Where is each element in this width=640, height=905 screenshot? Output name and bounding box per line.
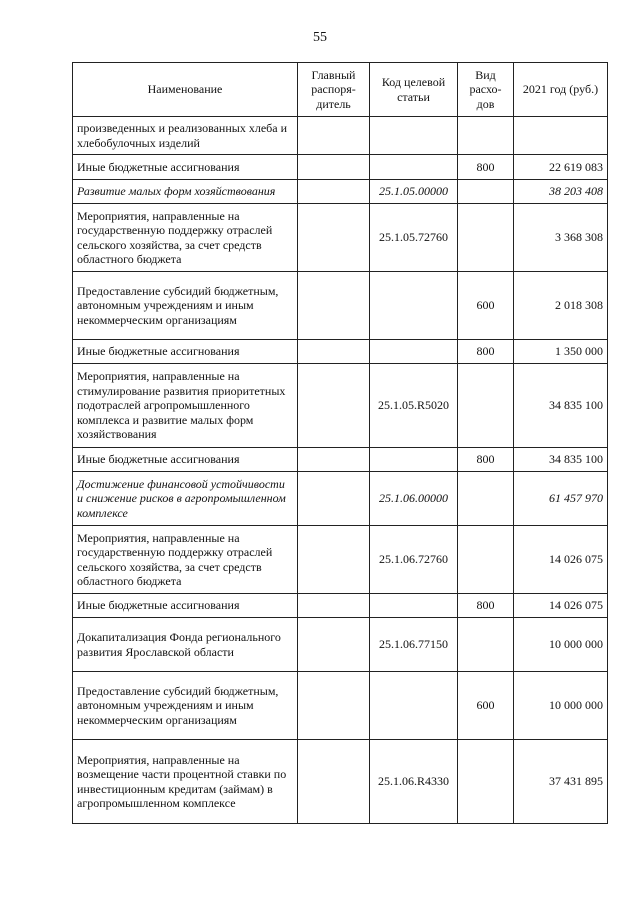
row-amount: 38 203 408	[514, 180, 608, 204]
table-row	[73, 526, 608, 594]
row-admin	[298, 272, 370, 340]
table-header-row	[73, 63, 608, 117]
table-row	[73, 672, 608, 740]
table-row	[73, 740, 608, 824]
row-kind	[458, 117, 514, 155]
table-row	[73, 618, 608, 672]
header-year: 2021 год (руб.)	[514, 63, 608, 117]
row-code	[370, 672, 458, 740]
row-admin	[298, 672, 370, 740]
row-amount: 14 026 075	[514, 526, 608, 594]
header-name: Наименование	[73, 63, 298, 117]
row-admin	[298, 594, 370, 618]
row-code: 25.1.05.R5020	[370, 364, 458, 448]
row-name: Достижение финансовой устойчивости и снижение рисков в агропромышленном комплексе	[73, 472, 298, 526]
row-kind	[458, 526, 514, 594]
row-admin	[298, 204, 370, 272]
table-row	[73, 340, 608, 364]
row-admin	[298, 180, 370, 204]
row-kind	[458, 472, 514, 526]
row-amount: 34 835 100	[514, 364, 608, 448]
row-name: Предоставление субсидий бюджетным, автономным учреждениям и иным некоммерческим организациям	[73, 672, 298, 740]
row-code: 25.1.05.72760	[370, 204, 458, 272]
budget-table	[72, 62, 608, 824]
row-name: Мероприятия, направленные на государственную поддержку отраслей сельского хозяйства, за счет средств областного бюджета	[73, 526, 298, 594]
row-name: Развитие малых форм хозяйствования	[73, 180, 298, 204]
header-kind: Вид расхо-дов	[458, 63, 514, 117]
row-code	[370, 448, 458, 472]
row-name: Иные бюджетные ассигнования	[73, 594, 298, 618]
row-kind: 600	[458, 672, 514, 740]
row-admin	[298, 364, 370, 448]
row-admin	[298, 618, 370, 672]
row-code: 25.1.06.72760	[370, 526, 458, 594]
table-row	[73, 594, 608, 618]
row-admin	[298, 117, 370, 155]
row-amount: 3 368 308	[514, 204, 608, 272]
row-name: Предоставление субсидий бюджетным, автономным учреждениям и иным некоммерческим организациям	[73, 272, 298, 340]
row-amount: 22 619 083	[514, 155, 608, 180]
row-admin	[298, 472, 370, 526]
row-code	[370, 117, 458, 155]
row-kind: 800	[458, 155, 514, 180]
row-name: Иные бюджетные ассигнования	[73, 340, 298, 364]
row-kind: 800	[458, 448, 514, 472]
row-amount: 37 431 895	[514, 740, 608, 824]
row-name: Мероприятия, направленные на государственную поддержку отраслей сельского хозяйства, за счет средств областного бюджета	[73, 204, 298, 272]
row-code	[370, 340, 458, 364]
row-amount	[514, 117, 608, 155]
table-row	[73, 364, 608, 448]
row-kind: 800	[458, 594, 514, 618]
row-kind	[458, 180, 514, 204]
table-row	[73, 448, 608, 472]
row-kind	[458, 364, 514, 448]
row-amount: 10 000 000	[514, 618, 608, 672]
row-code: 25.1.05.00000	[370, 180, 458, 204]
table-row	[73, 204, 608, 272]
row-admin	[298, 155, 370, 180]
row-code: 25.1.06.77150	[370, 618, 458, 672]
row-kind: 600	[458, 272, 514, 340]
table-row	[73, 117, 608, 155]
row-admin	[298, 340, 370, 364]
row-code: 25.1.06.00000	[370, 472, 458, 526]
row-name: Мероприятия, направленные на возмещение части процентной ставки по инвестиционным кредитам (займам) в агропромышленном комплексе	[73, 740, 298, 824]
row-amount: 10 000 000	[514, 672, 608, 740]
row-kind	[458, 204, 514, 272]
row-name: Мероприятия, направленные на стимулирование развития приоритетных подотраслей агропромышленного комплекса и развитие малых форм хозяйствования	[73, 364, 298, 448]
table-row	[73, 155, 608, 180]
row-code	[370, 594, 458, 618]
row-amount: 14 026 075	[514, 594, 608, 618]
row-code	[370, 155, 458, 180]
row-admin	[298, 526, 370, 594]
row-amount: 2 018 308	[514, 272, 608, 340]
header-code: Код целевой статьи	[370, 63, 458, 117]
row-admin	[298, 740, 370, 824]
table-row	[73, 472, 608, 526]
row-kind: 800	[458, 340, 514, 364]
page-number: 55	[313, 30, 327, 45]
table-row	[73, 272, 608, 340]
row-kind	[458, 618, 514, 672]
row-name: Иные бюджетные ассигнования	[73, 155, 298, 180]
row-amount: 61 457 970	[514, 472, 608, 526]
row-amount: 1 350 000	[514, 340, 608, 364]
row-kind	[458, 740, 514, 824]
row-code: 25.1.06.R4330	[370, 740, 458, 824]
row-name: произведенных и реализованных хлеба и хлебобулочных изделий	[73, 117, 298, 155]
header-admin: Главный распоря-дитель	[298, 63, 370, 117]
row-admin	[298, 448, 370, 472]
row-name: Докапитализация Фонда регионального развития Ярославской области	[73, 618, 298, 672]
table-row	[73, 180, 608, 204]
row-code	[370, 272, 458, 340]
row-amount: 34 835 100	[514, 448, 608, 472]
row-name: Иные бюджетные ассигнования	[73, 448, 298, 472]
